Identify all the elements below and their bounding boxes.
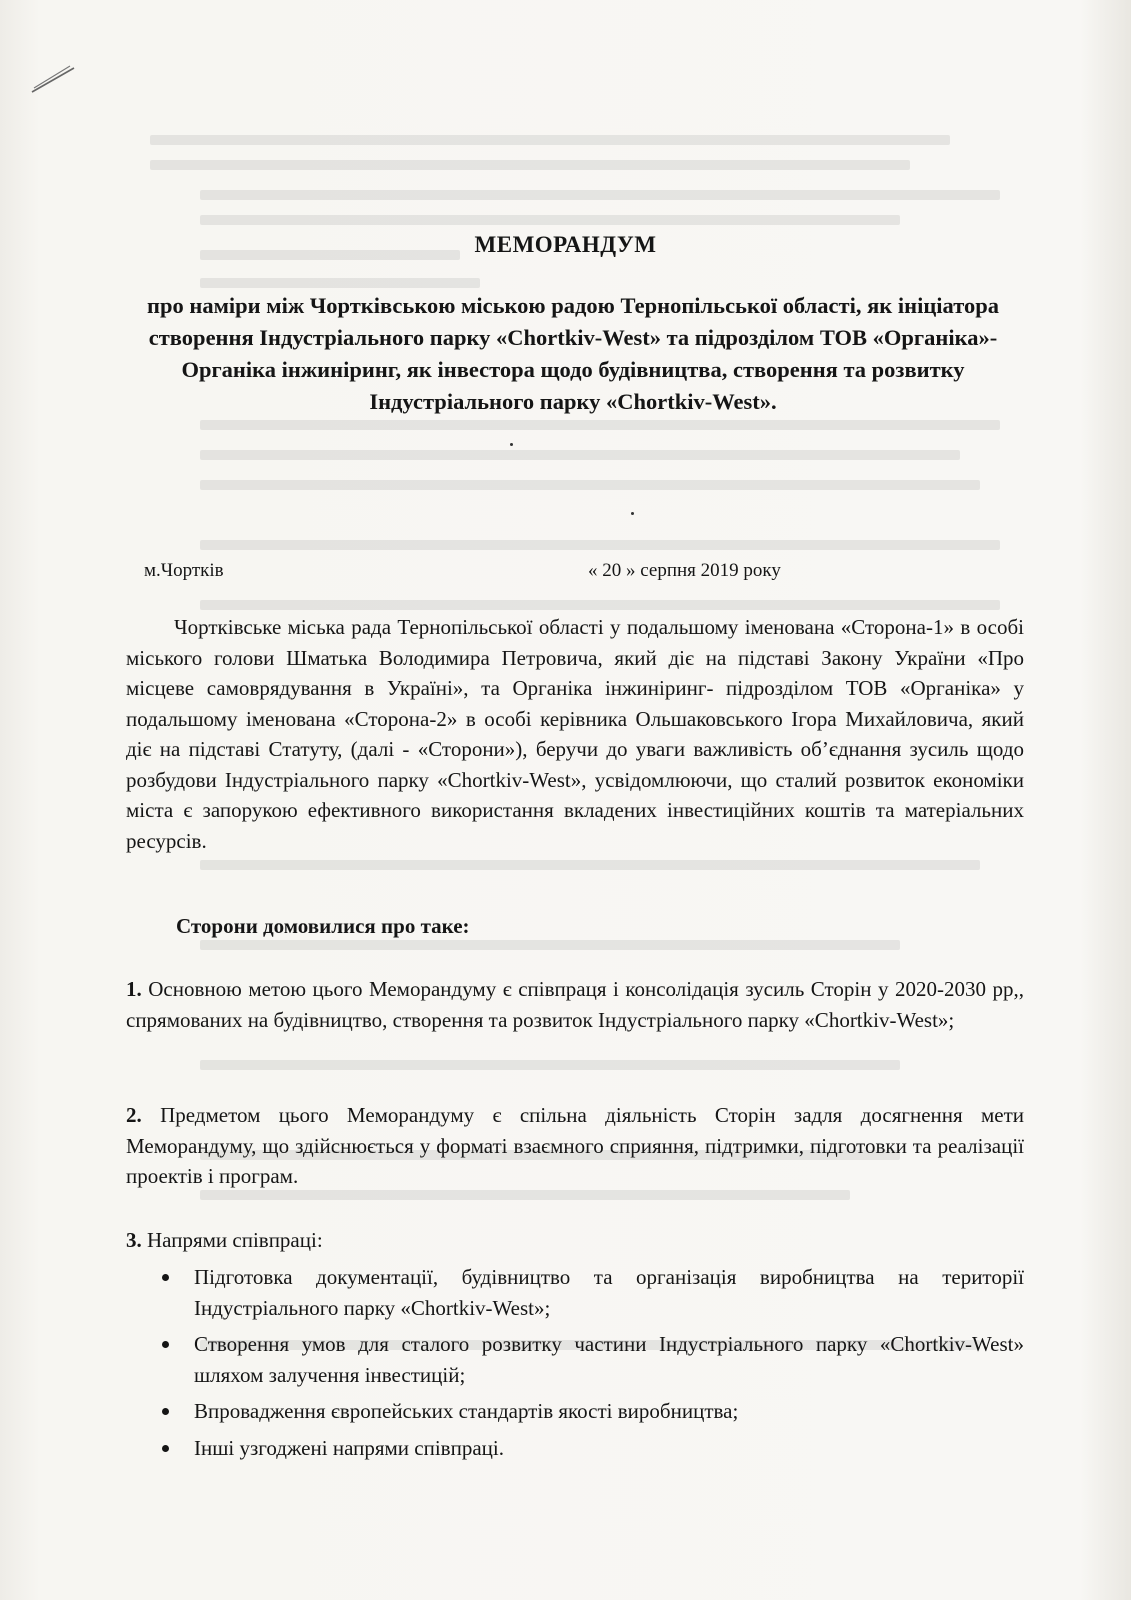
- clause-1: [126, 974, 1024, 1035]
- agreed-heading: Сторони домовилися про таке:: [176, 914, 470, 938]
- list-item-text: Інші узгоджені напрями співпраці.: [194, 1435, 504, 1460]
- bullet-icon: [162, 1274, 169, 1281]
- directions-list: [160, 1262, 1024, 1469]
- pen-mark: [28, 58, 88, 98]
- bullet-icon: [162, 1408, 169, 1415]
- document-subtitle: про наміри між Чортківською міською радою Тернопільської області, як ініціатора створення Індустріального парку «Chortkiv-West» та підрозділом ТОВ «Органіка»- Органіка інжиніринг, як інвестора щодо будівництва, створення та розвитку Індустріального парку «Chortkiv-West».: [147, 293, 999, 414]
- speck: [631, 512, 634, 515]
- bullet-icon: [162, 1445, 169, 1452]
- preamble-paragraph: Чортківське міська рада Тернопільської області у подальшому іменована «Сторона-1» в особі міського голови Шматька Володимира Петровича, який діє на підставі Закону України «Про місцеве самоврядування в Україні», та Органіка інжиніринг- підрозділом ТОВ «Органіка» у подальшому іменована «Сторона-2» в особі керівника Ольшаковського Ігора Михайловича, який діє на підставі Статуту, (далі - «Сторони»), беручи до уваги важливість об’єднання зусиль щодо розбудови Індустріального парку «Chortkiv-West», усвідомлюючи, що сталий розвиток економіки міста є запорукою ефективного використання вкладених інвестиційних коштів та матеріальних ресурсів.: [126, 615, 1024, 853]
- document-date: « 20 » серпня 2019 року: [588, 560, 781, 581]
- clause-number: 3.: [126, 1228, 142, 1252]
- clause-3: [126, 1225, 1024, 1256]
- clause-2: [126, 1100, 1024, 1192]
- list-item: [160, 1433, 1024, 1464]
- list-item-text: Впровадження європейських стандартів якості виробництва;: [194, 1399, 739, 1423]
- list-item-text: Підготовка документації, будівництво та організація виробництва на території Індустріального парку «Chortkiv-West»;: [194, 1265, 1024, 1320]
- list-item-text: Створення умов для сталого розвитку частини Індустріального парку «Chortkiv-West» шляхом залучення інвестицій;: [194, 1332, 1024, 1387]
- bullet-icon: [162, 1341, 169, 1348]
- speck: [510, 443, 513, 446]
- clause-text: Основною метою цього Меморандуму є співпраця і консолідація зусиль Сторін у 2020-2030 рр,, спрямованих на будівництво, створення та розвиток Індустріального парку «Chortkiv-West»;: [126, 977, 1025, 1032]
- clause-text: Напрями співпраці:: [147, 1228, 323, 1252]
- list-item: [160, 1329, 1024, 1390]
- document-place: м.Чортків: [144, 560, 224, 581]
- clause-number: 1.: [126, 977, 142, 1001]
- clause-text: Предметом цього Меморандуму є спільна діяльність Сторін задля досягнення мети Меморандуму, що здійснюється у форматі взаємного сприяння, підтримки, підготовки та реалізації проектів і програм.: [126, 1103, 1025, 1188]
- list-item: [160, 1396, 1024, 1427]
- list-item: [160, 1262, 1024, 1323]
- document-title: МЕМОРАНДУМ: [474, 232, 657, 257]
- clause-number: 2.: [126, 1103, 142, 1127]
